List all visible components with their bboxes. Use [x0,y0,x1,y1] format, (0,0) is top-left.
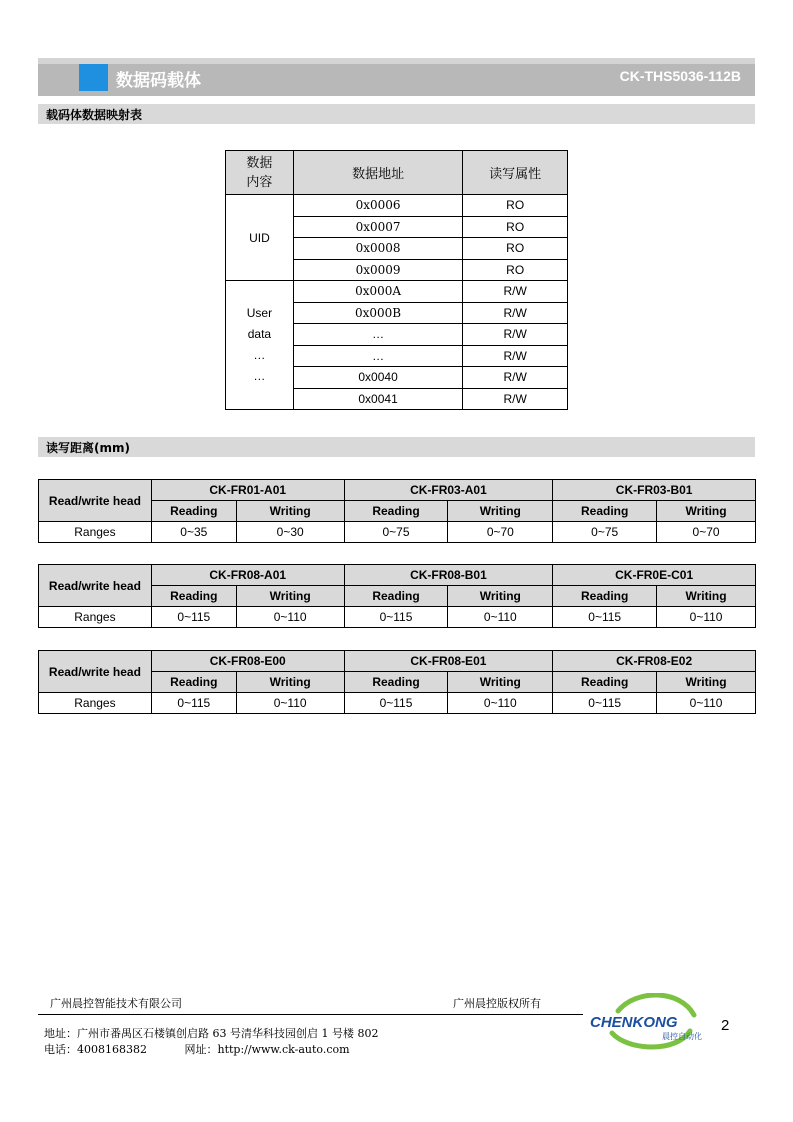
user-label-line: … [253,369,266,383]
address-cell: … [293,324,462,346]
section-title-distance: 读写距离(mm) [46,441,130,455]
address-cell: 0x000A [293,281,462,303]
writing-label: Writing [448,501,553,522]
distance-table-1 [38,479,756,543]
writing-range: 0~110 [448,607,553,628]
page-header [38,58,755,96]
user-label-line: User [246,306,273,320]
reading-label: Reading [151,672,236,693]
reading-label: Reading [553,586,657,607]
attr-cell: RO [463,238,568,260]
footer-divider [38,1014,583,1015]
ranges-label: Ranges [39,693,152,714]
writing-range: 0~110 [448,693,553,714]
footer-address: 地址：广州市番禺区石楼镇创启路 63 号清华科技园创启 1 号楼 802 [44,1027,379,1040]
writing-range: 0~70 [448,522,553,543]
rw-head-label: Read/write head [39,651,152,693]
model-name: CK-FR08-A01 [151,565,344,586]
distance-table-2 [38,564,756,628]
ranges-label: Ranges [39,607,152,628]
writing-label: Writing [448,586,553,607]
reading-range: 0~75 [553,522,657,543]
table-row [39,565,756,586]
reading-label: Reading [344,672,448,693]
section-header-distance [38,437,755,457]
writing-label: Writing [236,586,344,607]
reading-range: 0~115 [151,607,236,628]
attr-cell: R/W [463,281,568,303]
reading-range: 0~75 [344,522,448,543]
reading-range: 0~115 [344,693,448,714]
reading-label: Reading [344,501,448,522]
reading-range: 0~115 [553,693,657,714]
writing-range: 0~30 [236,522,344,543]
table-row [226,195,568,217]
reading-range: 0~115 [553,607,657,628]
writing-range: 0~110 [657,693,756,714]
reading-label: Reading [553,501,657,522]
footer-copyright: 广州晨控版权所有 [453,997,541,1010]
footer-phone: 电话：4008168382 [44,1043,147,1056]
model-name: CK-FR08-E00 [151,651,344,672]
writing-label: Writing [236,501,344,522]
model-name: CK-FR08-B01 [344,565,553,586]
address-cell: 0x0009 [293,259,462,281]
model-name: CK-FR0E-C01 [553,565,756,586]
table-row [39,651,756,672]
model-name: CK-FR01-A01 [151,480,344,501]
header-rw-attribute: 读写属性 [463,151,568,195]
writing-label: Writing [448,672,553,693]
table-row [39,693,756,714]
model-name: CK-FR03-B01 [553,480,756,501]
writing-label: Writing [236,672,344,693]
header-model-number: CK-THS5036-112B [619,68,741,84]
writing-label: Writing [657,586,756,607]
footer-company-name: 广州晨控智能技术有限公司 [50,997,182,1010]
writing-label: Writing [657,672,756,693]
address-cell: 0x0007 [293,216,462,238]
uid-label: UID [226,195,294,281]
attr-cell: R/W [463,324,568,346]
attr-cell: RO [463,195,568,217]
reading-label: Reading [151,586,236,607]
footer-contact [44,1041,384,1057]
address-cell: 0x0008 [293,238,462,260]
logo-subtitle: 晨控自动化 [662,1032,702,1041]
header-data-address: 数据地址 [293,151,462,195]
rw-head-label: Read/write head [39,565,152,607]
header-accent-square [79,64,108,91]
writing-range: 0~70 [657,522,756,543]
chenkong-logo-icon [588,993,716,1051]
reading-range: 0~35 [151,522,236,543]
address-cell: 0x0040 [293,367,462,389]
rw-head-label: Read/write head [39,480,152,522]
user-data-label [226,281,294,410]
model-name: CK-FR03-A01 [344,480,553,501]
writing-range: 0~110 [236,693,344,714]
attr-cell: R/W [463,388,568,410]
table-row [226,281,568,303]
attr-cell: R/W [463,345,568,367]
reading-label: Reading [151,501,236,522]
writing-range: 0~110 [236,607,344,628]
model-name: CK-FR08-E01 [344,651,553,672]
user-label-line: … [253,348,266,362]
reading-label: Reading [344,586,448,607]
reading-range: 0~115 [151,693,236,714]
writing-label: Writing [657,501,756,522]
address-cell: 0x0041 [293,388,462,410]
address-cell: … [293,345,462,367]
address-cell: 0x0006 [293,195,462,217]
model-name: CK-FR08-E02 [553,651,756,672]
footer-website: 网址：http://www.ck-auto.com [184,1043,350,1056]
table-row [39,522,756,543]
table-header-row [226,151,568,195]
data-mapping-table [225,150,568,410]
attr-cell: RO [463,259,568,281]
reading-range: 0~115 [344,607,448,628]
header-data-content: 数据 内容 [226,151,294,195]
section-header-mapping [38,104,755,124]
distance-table-3 [38,650,756,714]
table-row [39,607,756,628]
reading-label: Reading [553,672,657,693]
address-cell: 0x000B [293,302,462,324]
page-number: 2 [721,1017,730,1034]
writing-range: 0~110 [657,607,756,628]
table-row [39,480,756,501]
user-label-line: data [247,327,272,341]
attr-cell: R/W [463,367,568,389]
attr-cell: R/W [463,302,568,324]
section-title-mapping: 载码体数据映射表 [46,108,143,122]
logo-wordmark: CHENKONG [590,1014,678,1031]
ranges-label: Ranges [39,522,152,543]
attr-cell: RO [463,216,568,238]
header-title: 数据码载体 [116,71,201,91]
